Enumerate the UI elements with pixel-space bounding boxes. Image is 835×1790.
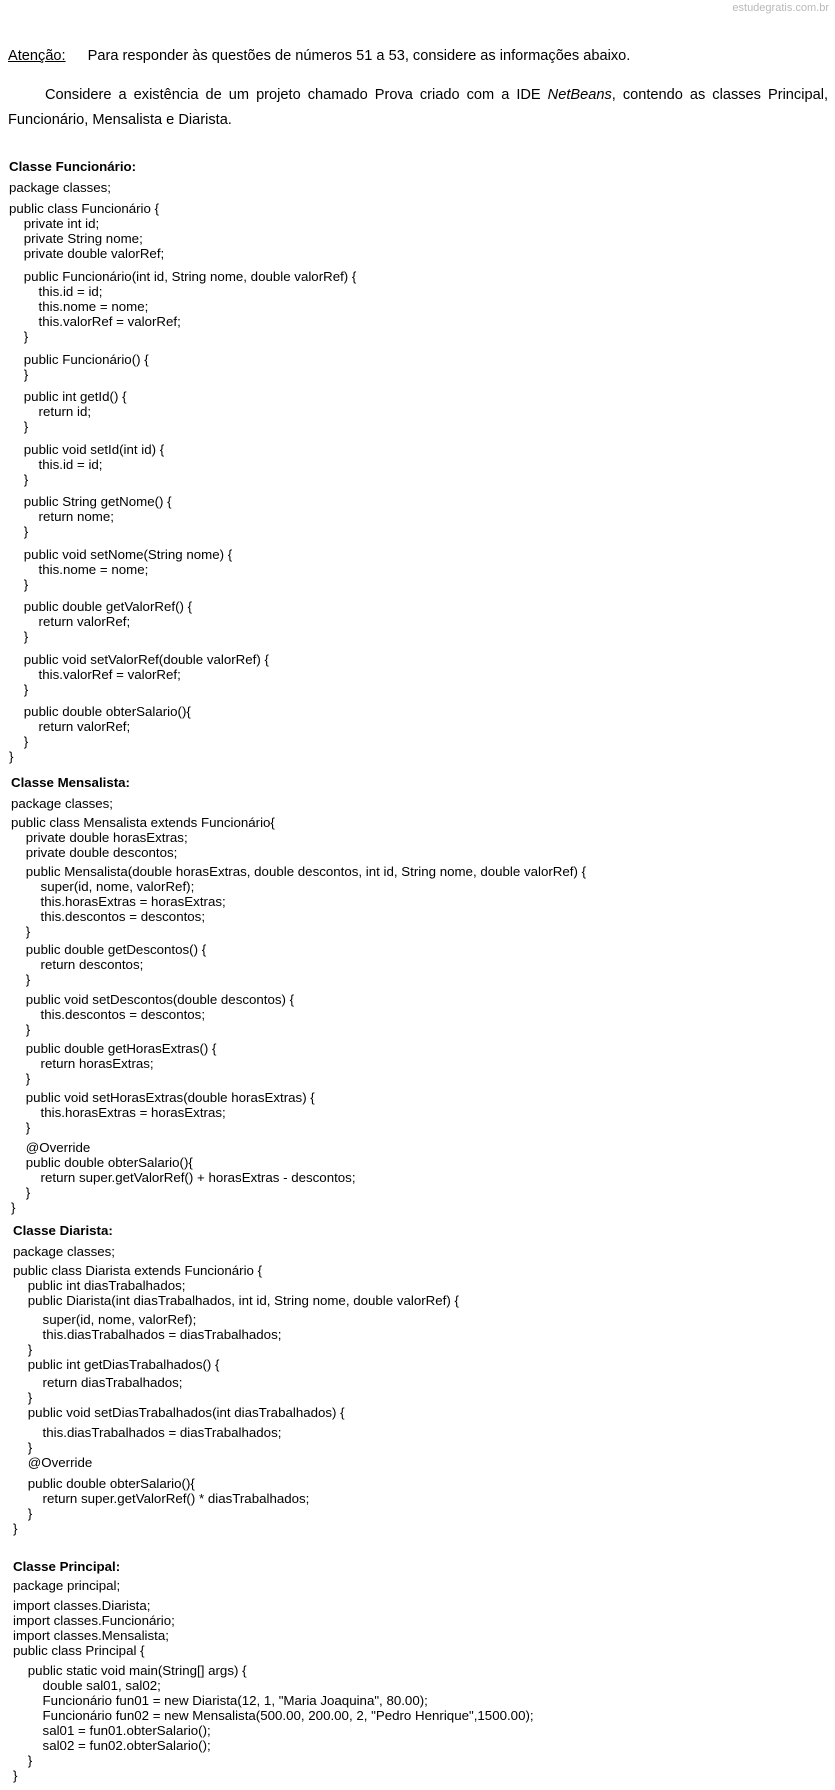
code-line: double sal01, sal02; <box>13 1678 161 1693</box>
code-line: public double obterSalario(){ <box>11 1155 193 1170</box>
code-line: import classes.Diarista; <box>13 1598 151 1613</box>
code-line: } <box>11 924 31 939</box>
code-line: public class Mensalista extends Funcionário{ <box>11 815 275 830</box>
code-line: this.nome = nome; <box>9 299 149 314</box>
code-line: public class Principal { <box>13 1643 145 1658</box>
code-line: public double obterSalario(){ <box>9 704 191 719</box>
code-line: public void setHorasExtras(double horasExtras) { <box>11 1090 315 1105</box>
code-line: private double descontos; <box>11 845 178 860</box>
code-line: public void setId(int id) { <box>9 442 165 457</box>
attention-label: Atenção: <box>8 48 66 64</box>
code-line: this.horasExtras = horasExtras; <box>11 894 226 909</box>
code-line: public Mensalista(double horasExtras, double descontos, int id, String nome, double valorRef) { <box>11 864 587 879</box>
code-line: public double getDescontos() { <box>11 942 207 957</box>
code-line: return diasTrabalhados; <box>13 1375 183 1390</box>
code-line: } <box>9 577 29 592</box>
code-line: this.valorRef = valorRef; <box>9 667 181 682</box>
code-line: } <box>9 329 29 344</box>
code-line: return super.getValorRef() + horasExtras - descontos; <box>11 1170 356 1185</box>
code-line: } <box>11 1022 31 1037</box>
code-line: return nome; <box>9 509 114 524</box>
code-line: public double getValorRef() { <box>9 599 193 614</box>
code-line: private String nome; <box>9 231 143 246</box>
section-heading: Classe Mensalista: <box>11 775 130 790</box>
code-line: } <box>13 1753 33 1768</box>
code-line: package classes; <box>11 796 113 811</box>
attention-text: Para responder às questões de números 51 a 53, considere as informações abaixo. <box>87 48 631 64</box>
code-line: this.descontos = descontos; <box>11 1007 206 1022</box>
code-line: private double valorRef; <box>9 246 165 261</box>
code-line: this.nome = nome; <box>9 562 149 577</box>
ide-name: NetBeans <box>547 87 612 103</box>
code-line: return descontos; <box>11 957 144 972</box>
code-line: import classes.Mensalista; <box>13 1628 169 1643</box>
code-line: } <box>9 472 29 487</box>
section-heading: Classe Diarista: <box>13 1223 113 1238</box>
code-line: } <box>9 419 29 434</box>
code-line: public void setDiasTrabalhados(int diasTrabalhados) { <box>13 1405 345 1420</box>
intro-text-1: Considere a existência de um projeto chamado Prova criado com a IDE <box>45 87 548 103</box>
code-line: } <box>13 1390 33 1405</box>
code-line: public int diasTrabalhados; <box>13 1278 186 1293</box>
code-line: package classes; <box>9 180 111 195</box>
code-line: sal01 = fun01.obterSalario(); <box>13 1723 211 1738</box>
code-line: return horasExtras; <box>11 1056 154 1071</box>
code-line: } <box>9 682 29 697</box>
section-heading: Classe Principal: <box>13 1559 121 1574</box>
code-line: public Diarista(int diasTrabalhados, int id, String nome, double valorRef) { <box>13 1293 459 1308</box>
code-line: return id; <box>9 404 92 419</box>
code-line: public static void main(String[] args) { <box>13 1663 247 1678</box>
code-line: public String getNome() { <box>9 494 172 509</box>
code-line: } <box>13 1768 18 1783</box>
watermark: estudegratis.com.br <box>732 2 829 14</box>
code-line: this.descontos = descontos; <box>11 909 206 924</box>
code-line: } <box>11 972 31 987</box>
code-line: this.id = id; <box>9 284 103 299</box>
code-line: public double getHorasExtras() { <box>11 1041 217 1056</box>
code-line: public class Funcionário { <box>9 201 160 216</box>
code-line: } <box>11 1071 31 1086</box>
code-line: this.diasTrabalhados = diasTrabalhados; <box>13 1425 282 1440</box>
code-line: sal02 = fun02.obterSalario(); <box>13 1738 211 1753</box>
code-line: return valorRef; <box>9 719 131 734</box>
intro <box>8 44 828 133</box>
code-line: Funcionário fun01 = new Diarista(12, 1, "Maria Joaquina", 80.00); <box>13 1693 428 1708</box>
code-line: } <box>9 749 14 764</box>
code-line: } <box>9 629 29 644</box>
code-line: @Override <box>11 1140 91 1155</box>
code-line: package classes; <box>13 1244 115 1259</box>
code-line: private double horasExtras; <box>11 830 188 845</box>
section-heading: Classe Funcionário: <box>9 159 137 174</box>
code-line: private int id; <box>9 216 100 231</box>
code-line: public double obterSalario(){ <box>13 1476 195 1491</box>
code-line: this.horasExtras = horasExtras; <box>11 1105 226 1120</box>
code-line: super(id, nome, valorRef); <box>11 879 195 894</box>
code-line: public void setNome(String nome) { <box>9 547 233 562</box>
code-line: this.diasTrabalhados = diasTrabalhados; <box>13 1327 282 1342</box>
code-line: public void setValorRef(double valorRef) { <box>9 652 269 667</box>
code-line: Funcionário fun02 = new Mensalista(500.00, 200.00, 2, "Pedro Henrique",1500.00); <box>13 1708 534 1723</box>
intro-text-2: , contendo as classes Principal, Funcionário, Mensalista e Diarista. <box>8 87 828 128</box>
code-line: return valorRef; <box>9 614 131 629</box>
code-line: import classes.Funcionário; <box>13 1613 175 1628</box>
attention-line <box>8 44 828 69</box>
code-line: this.id = id; <box>9 457 103 472</box>
code-line: package principal; <box>13 1578 121 1593</box>
code-line: } <box>13 1521 18 1536</box>
code-line: this.valorRef = valorRef; <box>9 314 181 329</box>
code-line: public Funcionário(int id, String nome, double valorRef) { <box>9 269 357 284</box>
code-line: public Funcionário() { <box>9 352 149 367</box>
code-line: public void setDescontos(double descontos) { <box>11 992 295 1007</box>
code-line: public int getId() { <box>9 389 127 404</box>
code-line: super(id, nome, valorRef); <box>13 1312 197 1327</box>
code-line: public int getDiasTrabalhados() { <box>13 1357 220 1372</box>
code-line: } <box>13 1440 33 1455</box>
code-line: return super.getValorRef() * diasTrabalhados; <box>13 1491 310 1506</box>
code-line: public class Diarista extends Funcionário { <box>13 1263 263 1278</box>
code-line: } <box>11 1200 16 1215</box>
intro-paragraph <box>8 83 828 133</box>
code-line: } <box>9 367 29 382</box>
code-line: @Override <box>13 1455 93 1470</box>
code-line: } <box>13 1342 33 1357</box>
code-line: } <box>13 1506 33 1521</box>
code-line: } <box>9 524 29 539</box>
code-line: } <box>11 1120 31 1135</box>
code-line: } <box>9 734 29 749</box>
code-line: } <box>11 1185 31 1200</box>
